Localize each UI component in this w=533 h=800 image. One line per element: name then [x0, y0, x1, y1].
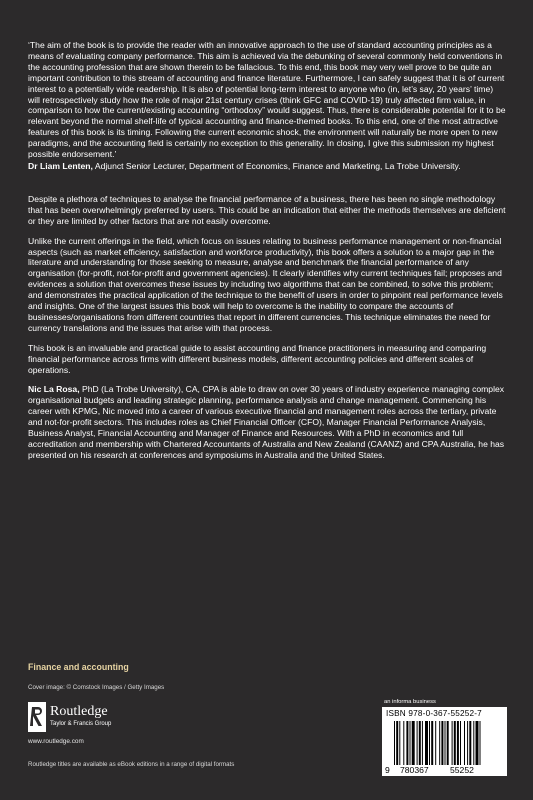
- endorsement-quote: [28, 40, 506, 160]
- author-bio-text: PhD (La Trobe University), CA, CPA is able to draw on over 30 years of industry experience managing complex organisational budgets and leading strategic planning, performance analysis and change management. Commencing his career with KPMG, Nic moved into a career of various executive financial and management roles across the tertiary, private and not-for-profit sectors. This includes roles as Chief Financial Officer (CFO), Manager Financial Performance Analysis, Business Analyst, Financial Accounting and Manager of Finance and Resources. With a PhD in economics and full accreditation and membership with Chartered Accountants of Australia and New Zealand (CAANZ) and CPA Australia, he has presented on his research at conferences and symposiums in Australia and the United States.: [28, 384, 505, 460]
- isbn-digit-first: 9: [385, 765, 390, 775]
- isbn-label: ISBN 978-0-367-55252-7: [386, 709, 482, 718]
- author-name: Nic La Rosa,: [28, 384, 80, 395]
- endorser-affiliation: Adjunct Senior Lecturer, Department of Economics, Finance and Marketing, La Trobe University.: [94, 160, 461, 171]
- endorser-name: Dr Liam Lenten,: [28, 160, 93, 171]
- isbn-digits-group-2: 55252: [450, 765, 474, 775]
- description-paragraph-3: This book is an invaluable and practical guide to assist accounting and finance practitioners in measuring and comparing financial performance across firms with different business models, different accounting policies and different scales of operations.: [28, 342, 487, 375]
- publisher-website[interactable]: www.routledge.com: [28, 738, 84, 745]
- barcode-icon: [394, 721, 494, 765]
- back-cover-text: [28, 40, 506, 461]
- cover-image-credit: Cover image: © Comstock Images / Getty Images: [28, 684, 165, 691]
- informa-tagline: an informa business: [384, 699, 436, 705]
- routledge-logo: [28, 702, 168, 738]
- quote-text: ‘The aim of the book is to provide the reader with an innovative approach to the use of standard accounting principles as a means of evaluating company performance. This aim is achieved via the debunking of several commonly held conventions in the accounting profession that are shown therein to be fallacious. To this end, this book may very well prove to be quite an important contribution to this stream of accounting and finance literature. Furthermore, I can safely suggest that it is of current interest to a potentially wide readership. It is also of potential long-term interest to anyone who (in, let’s say, 20 years’ time) will retrospectively study how the role of major 21st century crises (think GFC and COVID-19) truly affected firm value, in comparison to how the current/existing accounting “orthodoxy” would suggest. Thus, there is considerable potential for it to be relevant beyond the normal shelf-life of typical accounting and finance-themed books. To this end, one of the most attractive features of this book is its timing. Following the current economic shock, the environment will naturally be more open to new paradigms, and the accounting field is certainly no exception to this generality. In closing, I give this submission my highest possible endorsement.’: [28, 40, 506, 160]
- publisher-name: Routledge: [50, 704, 108, 719]
- publisher-subtitle: Taylor & Francis Group: [50, 721, 112, 727]
- isbn-digits-group-1: 780367: [400, 765, 429, 775]
- description-paragraph-2: Unlike the current offerings in the field, which focus on issues relating to business performance management or non-financial aspects (such as market efficiency, satisfaction and workforce productivity), this book offers a solution to a major gap in the literature and understanding for those seeking to measure, analyse and benchmark the financial performance of any organisation (for-profit, not-for-profit and government agencies). It clearly identifies why current techniques fail; proposes and evidences a solution that overcomes these issues by including two algorithms that can be combined, to solve this problem; and demonstrates the practical application of the technique to the benefit of users in order to pinpoint real performance levels and insights. One of the largest issues this book will help to overcome is the inability to compare the accounts of businesses/organisations from different countries that report in different currencies. This technique eliminates the need for currency translations and the issues that arise with that process.: [28, 235, 503, 333]
- author-bio: [28, 384, 506, 460]
- isbn-barcode: [382, 707, 507, 776]
- subject-category: Finance and accounting: [28, 662, 129, 672]
- endorsement-attribution: [28, 161, 506, 172]
- ebook-availability-note: Routledge titles are available as eBook editions in a range of digital formats: [28, 761, 235, 768]
- description-paragraph-1: Despite a plethora of techniques to analyse the financial performance of a business, there has been no single methodology that has been overwhelmingly preferred by users. This could be an indication that either the methods themselves are deficient or they are limited by other factors that are not easily overcome.: [28, 193, 506, 226]
- routledge-r-icon: [28, 702, 46, 732]
